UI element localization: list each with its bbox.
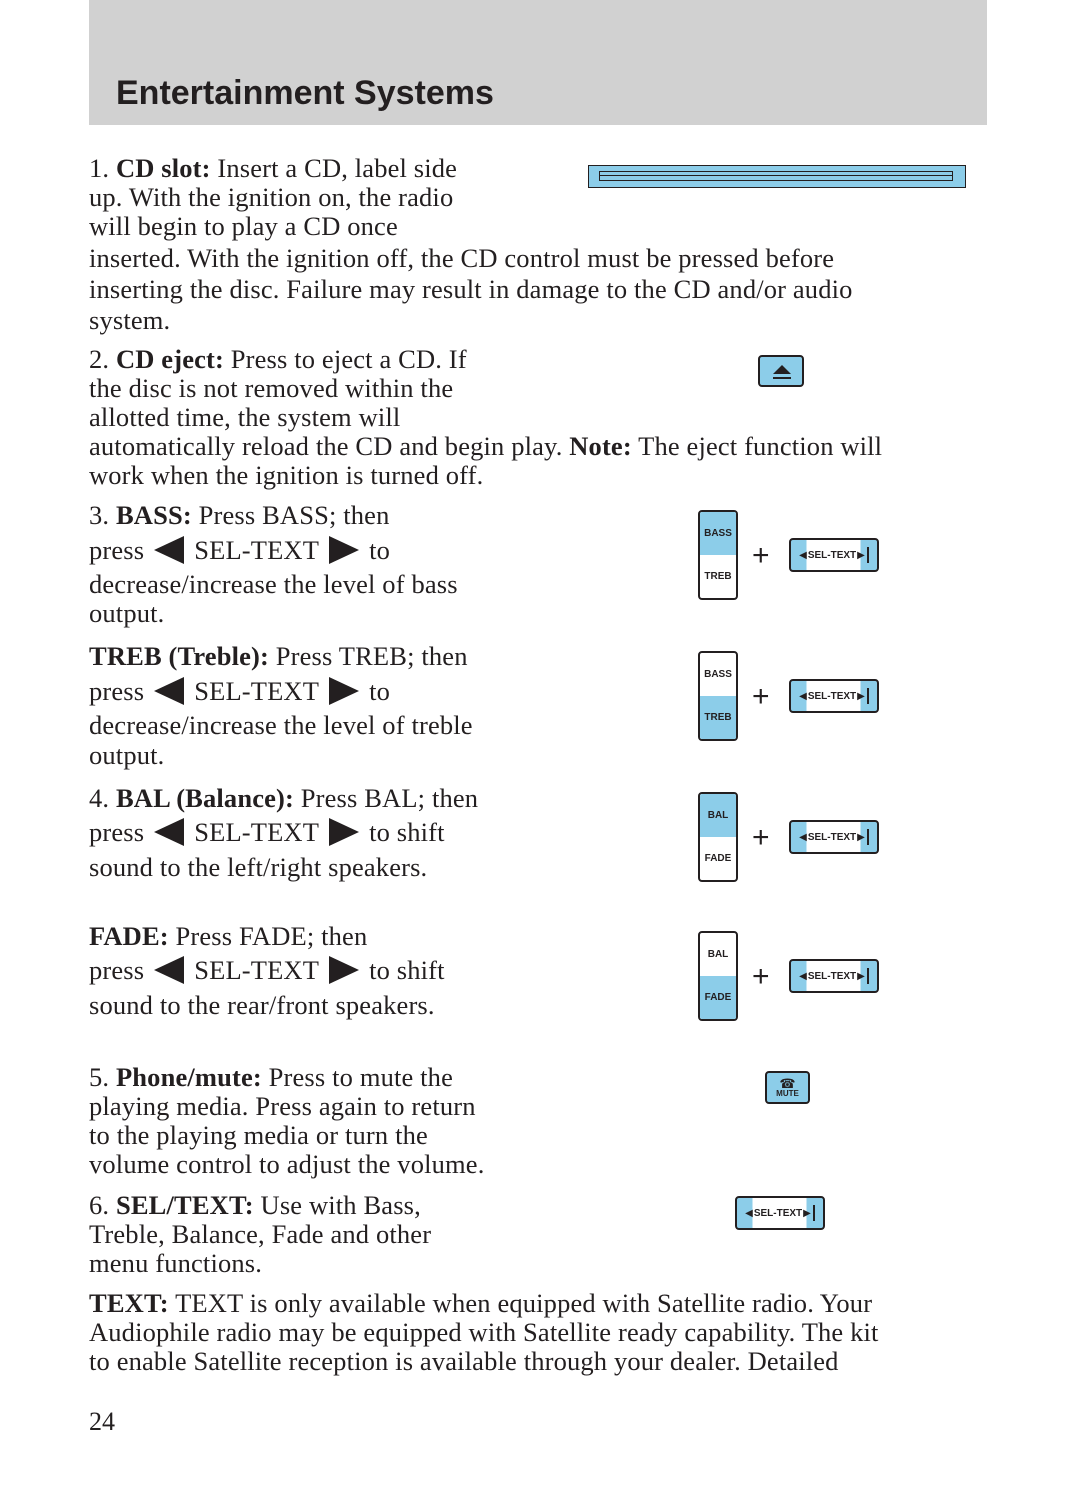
text-line: system. <box>89 305 171 335</box>
left-arrow-icon <box>154 818 184 846</box>
text-line: sound to the left/right speakers. <box>89 852 428 882</box>
text-line: inserted. With the ignition off, the CD control must be pressed before <box>89 243 835 273</box>
text-line: output. <box>89 598 165 628</box>
text-line: automatically reload the CD and begin play. Note: The eject function will <box>89 431 883 461</box>
text-line: press SEL-TEXT to <box>89 535 390 565</box>
text-line: allotted time, the system will <box>89 402 401 432</box>
text-line: Treble, Balance, Fade and other <box>89 1219 432 1249</box>
text-line: inserting the disc. Failure may result in damage to the CD and/or audio <box>89 274 853 304</box>
sel-text-button-icon: ◀ SEL-TEXT ▶ <box>789 820 879 854</box>
text-line: sound to the rear/front speakers. <box>89 990 435 1020</box>
right-arrow-icon <box>329 818 359 846</box>
text-line: volume control to adjust the volume. <box>89 1149 485 1179</box>
sel-text-button-icon: ◀ SEL-TEXT ▶ <box>789 679 879 713</box>
left-arrow-icon <box>154 956 184 984</box>
page-number: 24 <box>89 1407 115 1436</box>
sel-text-button-icon: ◀ SEL-TEXT ▶ <box>735 1196 825 1230</box>
plus-icon: + <box>752 539 770 572</box>
text-line: playing media. Press again to return <box>89 1091 476 1121</box>
text-line: 5. Phone/mute: Press to mute the <box>89 1062 453 1092</box>
text-line: 1. CD slot: Insert a CD, label side <box>89 153 458 183</box>
text-line: the disc is not removed within the <box>89 373 454 403</box>
text-line: will begin to play a CD once <box>89 211 398 241</box>
page-title: Entertainment Systems <box>116 74 494 112</box>
text-line: work when the ignition is turned off. <box>89 460 484 490</box>
text-line: decrease/increase the level of treble <box>89 710 473 740</box>
text-line: Audiophile radio may be equipped with Satellite ready capability. The kit <box>89 1317 879 1347</box>
sel-text-button-icon: ◀ SEL-TEXT ▶ <box>789 959 879 993</box>
text-line: TREB (Treble): Press TREB; then <box>89 641 468 671</box>
text-line: press SEL-TEXT to <box>89 676 390 706</box>
text-line: TEXT: TEXT is only available when equipped with Satellite radio. Your <box>89 1288 873 1318</box>
text-line: to the playing media or turn the <box>89 1120 428 1150</box>
cd-slot-icon <box>588 165 966 188</box>
bal-fade-key-icon: BAL FADE <box>698 792 738 882</box>
plus-icon: + <box>752 680 770 713</box>
left-arrow-icon <box>154 677 184 705</box>
text-line: decrease/increase the level of bass <box>89 569 458 599</box>
text-line: menu functions. <box>89 1248 262 1278</box>
text-line: 4. BAL (Balance): Press BAL; then <box>89 783 479 813</box>
right-arrow-icon <box>329 536 359 564</box>
left-arrow-icon <box>154 536 184 564</box>
text-line: 6. SEL/TEXT: Use with Bass, <box>89 1190 421 1220</box>
text-line: up. With the ignition on, the radio <box>89 182 454 212</box>
plus-icon: + <box>752 821 770 854</box>
sel-text-button-icon: ◀ SEL-TEXT ▶ <box>789 538 879 572</box>
bass-treb-key-icon: BASS TREB <box>698 651 738 741</box>
text-line: FADE: Press FADE; then <box>89 921 368 951</box>
section-header <box>89 0 987 125</box>
phone-mute-icon: ☎ MUTE <box>765 1071 810 1104</box>
text-line: 3. BASS: Press BASS; then <box>89 500 390 530</box>
text-line: 2. CD eject: Press to eject a CD. If <box>89 344 467 374</box>
text-line: to enable Satellite reception is available through your dealer. Detailed <box>89 1346 839 1376</box>
bass-treb-key-icon: BASS TREB <box>698 510 738 600</box>
right-arrow-icon <box>329 677 359 705</box>
bal-fade-key-icon: BAL FADE <box>698 931 738 1021</box>
text-line: press SEL-TEXT to shift <box>89 955 445 985</box>
text-line: press SEL-TEXT to shift <box>89 817 445 847</box>
text-line: output. <box>89 740 165 770</box>
right-arrow-icon <box>329 956 359 984</box>
plus-icon: + <box>752 960 770 993</box>
eject-icon <box>758 355 804 387</box>
